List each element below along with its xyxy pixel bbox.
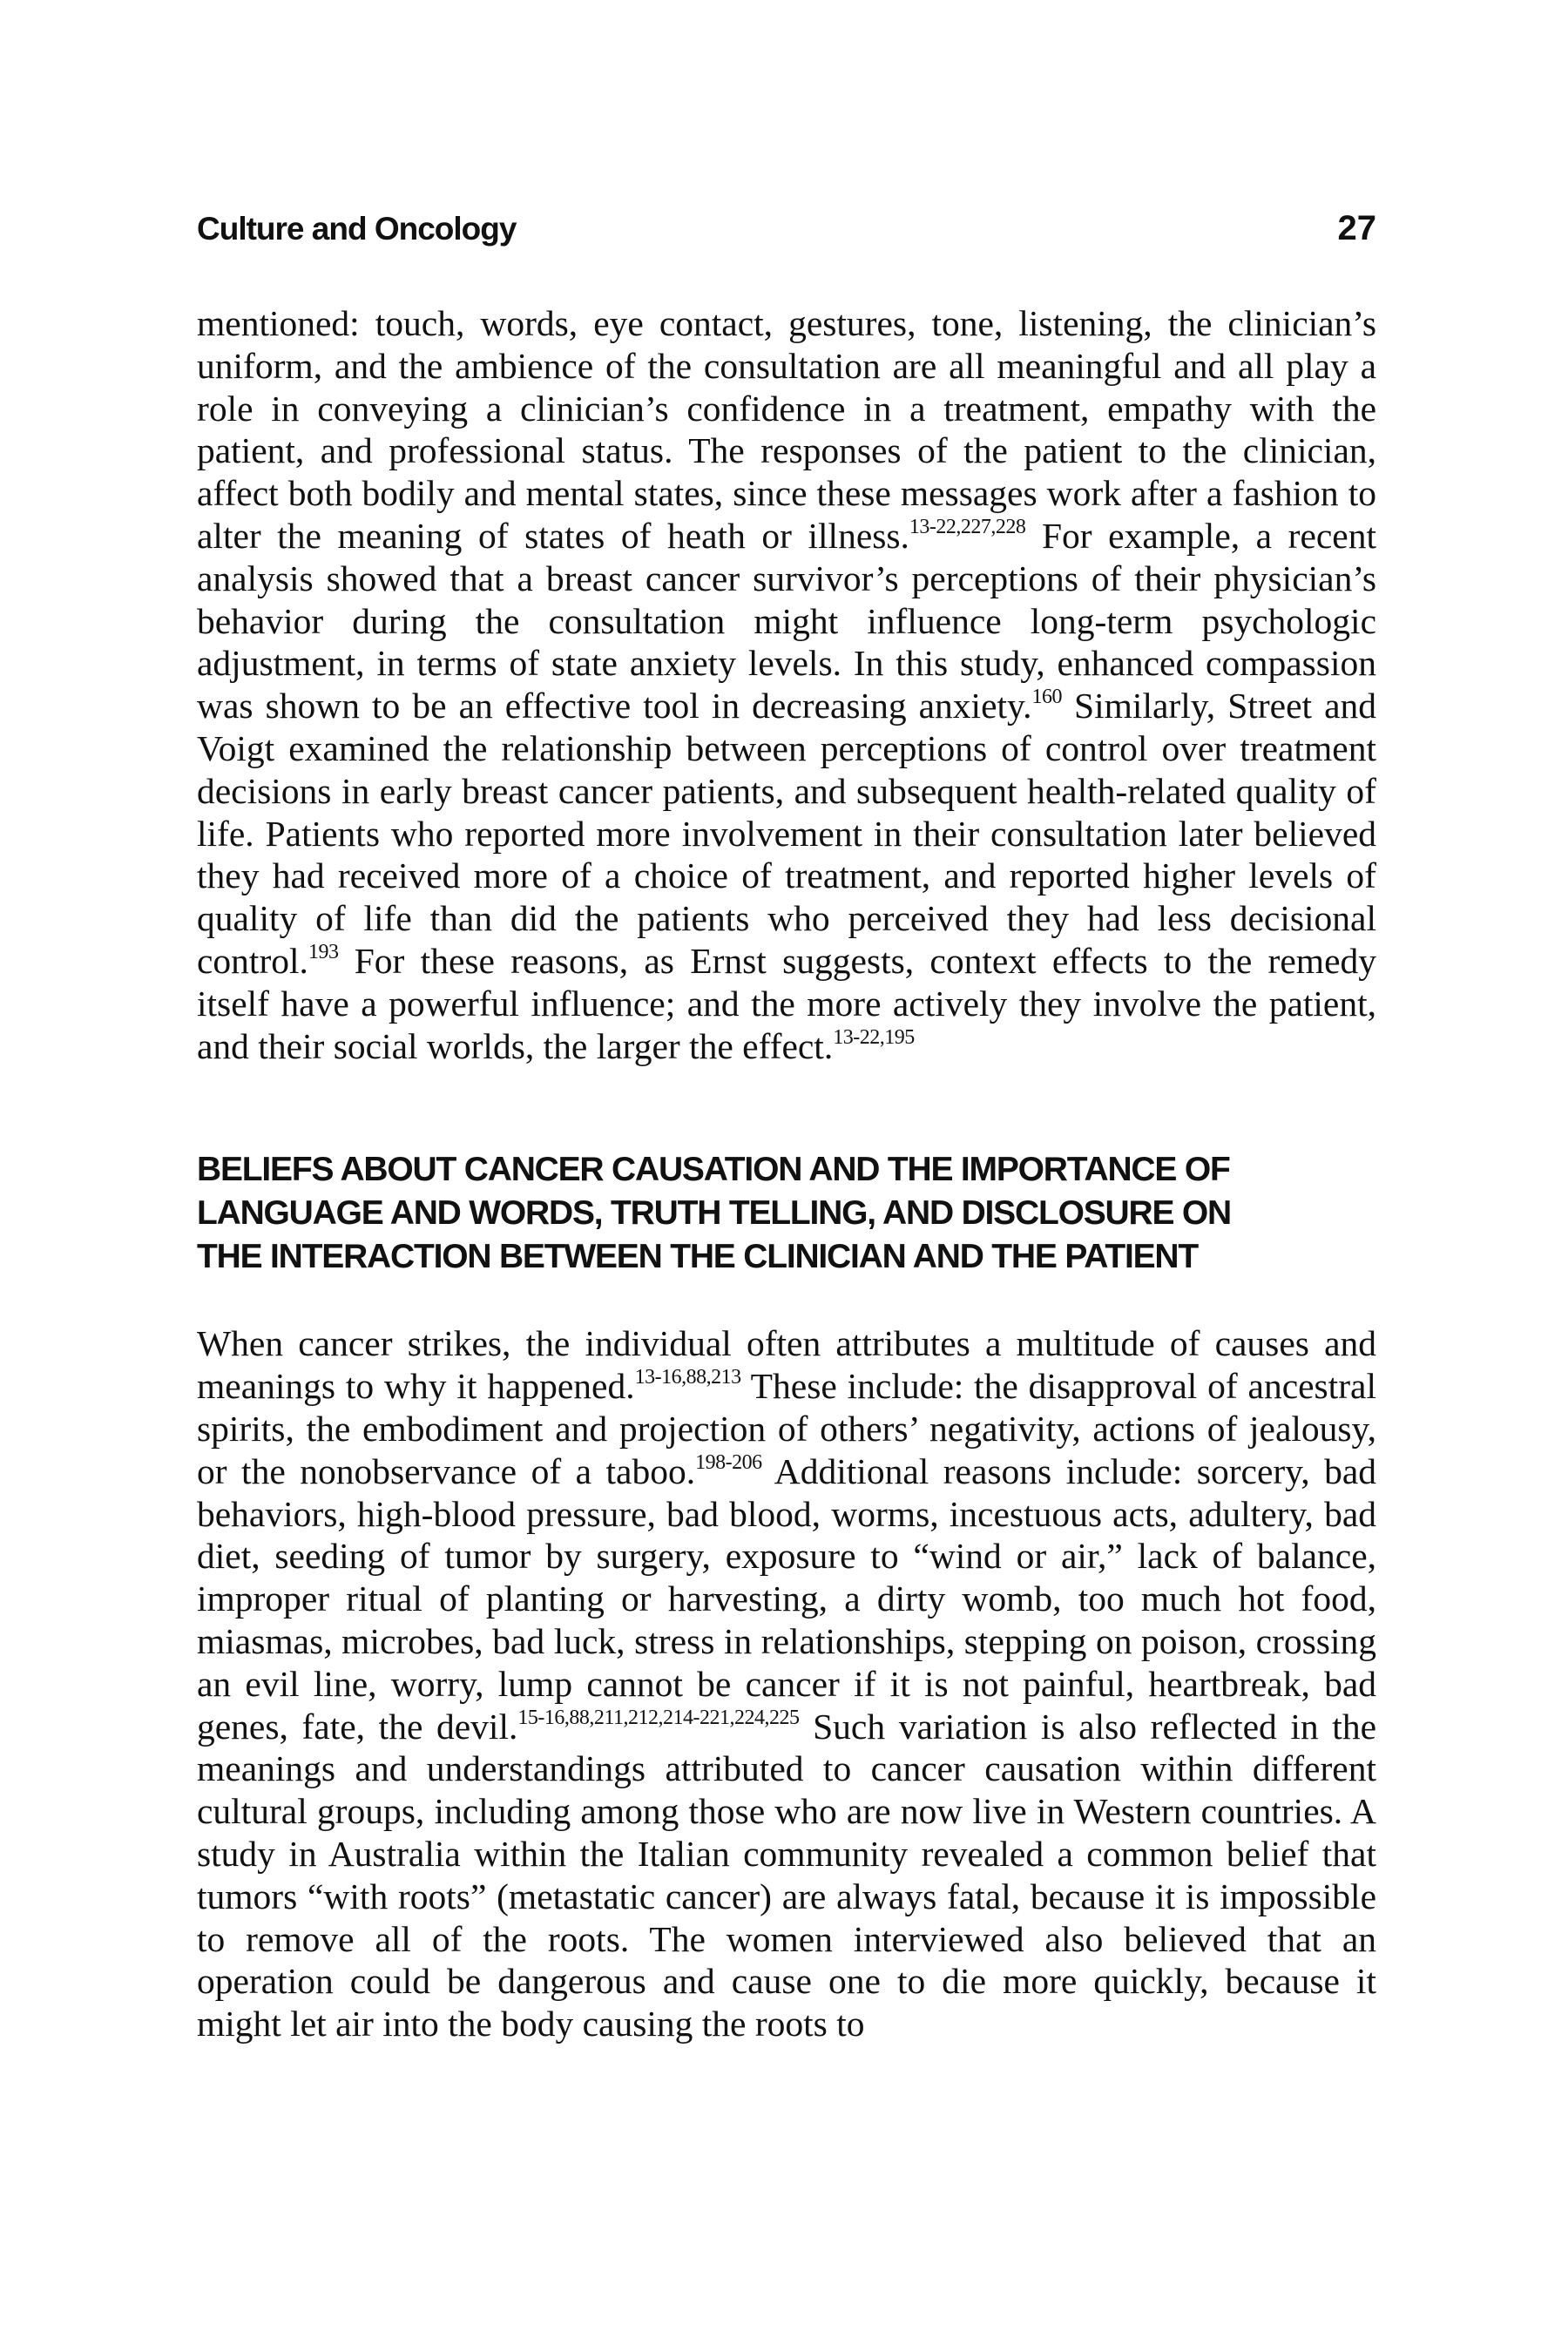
heading-line: BELIEFS ABOUT CANCER CAUSATION AND THE IMPORTANCE OF bbox=[197, 1151, 1230, 1189]
paragraph-text: Such variation is also reflected in the meanings and understandings attributed to cancer causation within different cultural groups, including among those who are now live in Western countries. A study in Australia within the Italian community revealed a common belief that tumors “with roots” (metastatic cancer) are always fatal, because it is impossible to remove all of the roots. The women interviewed also believed that an operation could be dangerous and cause one to die more quickly, because it might let air into the body causing the roots to bbox=[197, 1706, 1377, 2044]
paragraph-text: For example, a recent analysis showed that a breast cancer survivor’s perceptions of their physician’s behavior during the consultation might influence long-term psychologic adjustment, in terms of state anxiety levels. In this study, enhanced compassion was shown to be an effective tool in decreasing anxiety. bbox=[197, 515, 1376, 727]
citation-superscript: 160 bbox=[1031, 686, 1062, 709]
heading-line: THE INTERACTION BETWEEN THE CLINICIAN AND THE PATIENT bbox=[197, 1238, 1198, 1276]
paragraph-text: For these reasons, as Ernst suggests, context effects to the remedy itself have a powerful influence; and the more actively they involve the patient, and their social worlds, the larger the effect. bbox=[197, 940, 1376, 1066]
running-title: Culture and Oncology bbox=[197, 211, 517, 247]
citation-superscript: 13-22,195 bbox=[833, 1025, 915, 1049]
paragraph-text: Additional reasons include: sorcery, bad behaviors, high-blood pressure, bad blood, worms, incestuous acts, adultery, bad diet, seeding of tumor by surgery, exposure to “wind or air,” lack of balance, improper ritual of planting or harvesting, a dirty womb, too much hot food, miasmas, microbes, bad luck, stress in relationships, stepping on poison, crossing an evil line, worry, lump cannot be cancer if it is not painful, heartbreak, bad genes, fate, the devil. bbox=[197, 1450, 1377, 1747]
section-heading bbox=[197, 1148, 1376, 1279]
citation-superscript: 13-16,88,213 bbox=[634, 1366, 741, 1389]
running-header bbox=[197, 209, 1376, 251]
paragraph-text: These include: the disapproval of ancestral spirits, the embodiment and projection of others’ negativity, actions of jealousy, or the nonobservance of a taboo. bbox=[197, 1366, 1376, 1491]
paragraph-text: mentioned: touch, words, eye contact, gestures, tone, listening, the clinician’s uniform, and the ambience of the consultation are all meaningful and all play a role in conveying a clinician’s confidence in a treatment, empathy with the patient, and professional status. The responses of the patient to the clinician, affect both bodily and mental states, since these messages work after a fashion to alter the meaning of states of heath or illness. bbox=[197, 303, 1376, 556]
paragraph-cancer-causation bbox=[197, 1322, 1376, 2045]
book-page bbox=[197, 209, 1376, 2045]
page-number: 27 bbox=[1337, 209, 1376, 247]
citation-superscript: 198-206 bbox=[695, 1450, 762, 1474]
citation-superscript: 13-22,227,228 bbox=[909, 515, 1026, 538]
heading-line: LANGUAGE AND WORDS, TRUTH TELLING, AND DISCLOSURE ON bbox=[197, 1194, 1232, 1233]
citation-superscript: 193 bbox=[308, 940, 339, 963]
citation-superscript: 15-16,88,211,212,214-221,224,225 bbox=[517, 1706, 800, 1729]
paragraph-text: When cancer strikes, the individual often attributes a multitude of causes and meanings to why it happened. bbox=[197, 1323, 1376, 1407]
paragraph-text: Similarly, Street and Voigt examined the relationship between perceptions of control over treatment decisions in early breast cancer patients, and subsequent health-related quality of life. Patients who reported more involvement in their consultation later believed they had received more of a choice of treatment, and reported higher levels of quality of life than did the patients who perceived they had less decisional control. bbox=[197, 686, 1376, 981]
paragraph-context-effects bbox=[197, 302, 1376, 1067]
